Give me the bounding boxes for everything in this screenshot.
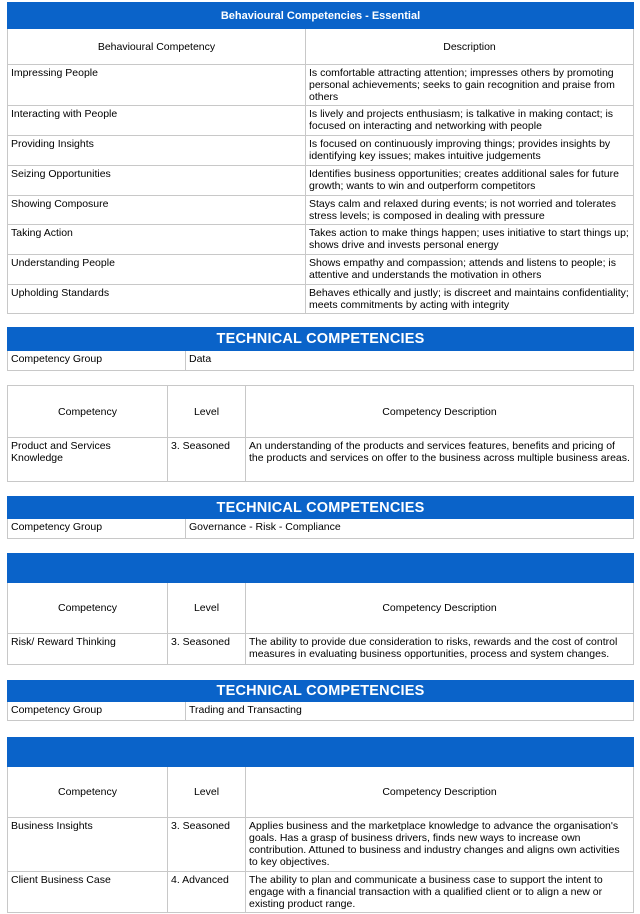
competency-name: Seizing Opportunities <box>8 166 306 196</box>
competency-level: 3. Seasoned <box>168 438 246 482</box>
competency-name: Client Business Case <box>8 872 168 913</box>
table-row <box>8 438 634 482</box>
col-description: Competency Description <box>246 767 634 818</box>
competency-description: An understanding of the products and services features, benefits and pricing of the products and services on offer to the business across multiple business areas. <box>246 438 634 482</box>
table-row <box>8 166 634 196</box>
competency-description: Is comfortable attracting attention; impresses others by promoting personal achievements; seeks to gain recognition and praise from others <box>306 65 634 106</box>
competency-description: Takes action to make things happen; uses initiative to start things up; shows drive and invests personal energy <box>306 225 634 255</box>
technical-group-table <box>7 327 634 371</box>
table-row <box>8 634 634 665</box>
competency-group-label: Competency Group <box>8 351 186 371</box>
table-row <box>8 872 634 913</box>
competency-description: Is focused on continuously improving things; provides insights by identifying key issues; makes intuitive judgements <box>306 136 634 166</box>
competency-name: Product and Services Knowledge <box>8 438 168 482</box>
competency-description: Behaves ethically and justly; is discreet and maintains confidentiality; meets commitments by acting with integrity <box>306 285 634 314</box>
col-description: Competency Description <box>246 583 634 634</box>
col-level: Level <box>168 386 246 438</box>
competency-group-label: Competency Group <box>8 702 186 721</box>
competency-name: Business Insights <box>8 818 168 872</box>
blank-banner <box>8 738 634 767</box>
behavioural-title: Behavioural Competencies - Essential <box>8 3 634 29</box>
competency-description: Identifies business opportunities; creates additional sales for future growth; wants to win and outperform competitors <box>306 166 634 196</box>
table-row <box>8 225 634 255</box>
table-row <box>8 65 634 106</box>
competency-name: Interacting with People <box>8 106 306 136</box>
table-row <box>8 255 634 285</box>
competency-description: The ability to plan and communicate a business case to support the intent to engage with a financial transaction with a qualified client or to align a new or existing product range. <box>246 872 634 913</box>
behavioural-competencies-table <box>7 2 634 314</box>
competency-name: Risk/ Reward Thinking <box>8 634 168 665</box>
competency-level: 3. Seasoned <box>168 818 246 872</box>
table-row <box>8 136 634 166</box>
col-description: Competency Description <box>246 386 634 438</box>
technical-competency-table <box>7 737 634 913</box>
competency-level: 3. Seasoned <box>168 634 246 665</box>
competency-description: Applies business and the marketplace knowledge to advance the organisation's goals. Has a grasp of business drivers, finds new ways to increase own contribution. Attuned to business and industry changes and aligns own activities to key objectives. <box>246 818 634 872</box>
table-row <box>8 285 634 314</box>
col-level: Level <box>168 583 246 634</box>
competency-name: Understanding People <box>8 255 306 285</box>
col-competency: Competency <box>8 583 168 634</box>
col-competency: Competency <box>8 767 168 818</box>
table-row <box>8 196 634 225</box>
technical-group-table <box>7 680 634 721</box>
competency-name: Showing Composure <box>8 196 306 225</box>
technical-group-table <box>7 496 634 539</box>
technical-title: TECHNICAL COMPETENCIES <box>8 681 634 702</box>
technical-competency-table <box>7 385 634 482</box>
blank-banner <box>8 554 634 583</box>
competency-group-label: Competency Group <box>8 519 186 539</box>
competency-description: Shows empathy and compassion; attends and listens to people; is attentive and understands the motivation in others <box>306 255 634 285</box>
competency-description: Stays calm and relaxed during events; is not worried and tolerates stress levels; is composed in dealing with pressure <box>306 196 634 225</box>
technical-title: TECHNICAL COMPETENCIES <box>8 497 634 519</box>
technical-title: TECHNICAL COMPETENCIES <box>8 328 634 351</box>
competency-name: Taking Action <box>8 225 306 255</box>
col-level: Level <box>168 767 246 818</box>
competency-group-value: Governance - Risk - Compliance <box>186 519 634 539</box>
competency-group-value: Data <box>186 351 634 371</box>
behavioural-col-competency: Behavioural Competency <box>8 29 306 65</box>
col-competency: Competency <box>8 386 168 438</box>
competency-name: Providing Insights <box>8 136 306 166</box>
competency-name: Impressing People <box>8 65 306 106</box>
table-row <box>8 818 634 872</box>
competency-description: Is lively and projects enthusiasm; is talkative in making contact; is focused on interacting and networking with people <box>306 106 634 136</box>
competency-group-value: Trading and Transacting <box>186 702 634 721</box>
behavioural-col-description: Description <box>306 29 634 65</box>
technical-competency-table <box>7 553 634 665</box>
table-row <box>8 106 634 136</box>
competency-name: Upholding Standards <box>8 285 306 314</box>
competency-level: 4. Advanced <box>168 872 246 913</box>
competency-description: The ability to provide due consideration to risks, rewards and the cost of control measures in evaluating business opportunities, process and system changes. <box>246 634 634 665</box>
